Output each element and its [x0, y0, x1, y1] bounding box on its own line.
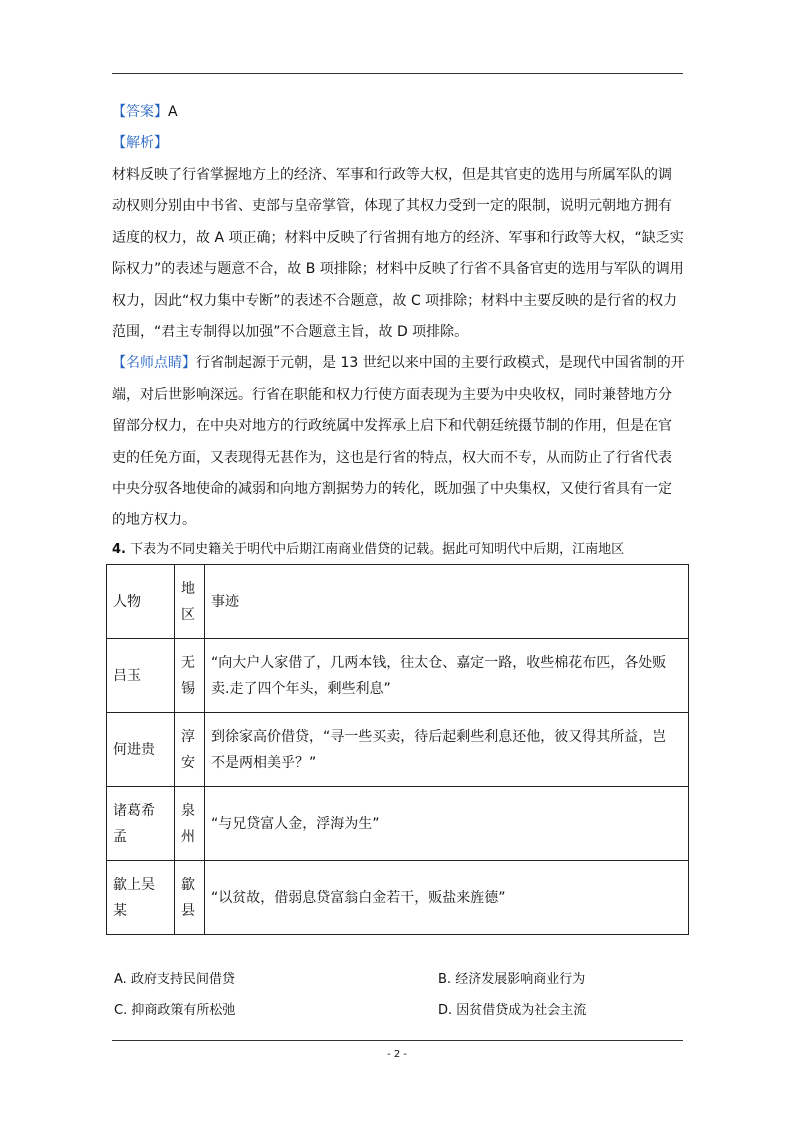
cell-region: 无 锡 [175, 639, 205, 713]
option-b: B. 经济发展影响商业行为 [438, 972, 586, 987]
header-region: 地 区 [175, 565, 205, 639]
table-row [107, 787, 689, 861]
page-number: - 2 - [387, 1049, 407, 1060]
analysis-tag: 【解析】 [112, 135, 168, 151]
analysis-line: 际权力”的表述与题意不合，故 B 项排除；材料中反映了行省不具备官吏的选用与军队的调用 [112, 261, 684, 277]
answer-value: A [168, 104, 178, 120]
teacher-note-first-line [112, 353, 685, 373]
answer-tag: 【答案】 [112, 104, 168, 120]
cell-deed: “以贫故，借弱息贷富翁白金若干，贩盐来旌德” [205, 861, 689, 935]
teacher-note-line: 中央分驭各地使命的减弱和向地方割据势力的转化，既加强了中央集权，又使行省具有一定 [112, 481, 672, 497]
table-row [107, 713, 689, 787]
teacher-note-line: 端，对后世影响深远。行省在职能和权力行使方面表现为主要为中央收权，同时兼替地方分 [112, 387, 672, 403]
option-d: D. 因贫借贷成为社会主流 [438, 1003, 587, 1018]
analysis-line: 动权则分别由中书省、吏部与皇帝掌管，体现了其权力受到一定的限制，说明元朝地方拥有 [112, 198, 672, 214]
header-person: 人物 [107, 565, 175, 639]
question-number: 4. [112, 542, 126, 557]
cell-deed: 到徐家高价借贷，“寻一些买卖，待后起剩些利息还他，彼又得其所益，岂 不是两相美乎？” [205, 713, 689, 787]
option-c: C. 抑商政策有所松弛 [114, 1003, 236, 1018]
analysis-line: 适度的权力，故 A 项正确；材料中反映了行省拥有地方的经济、军事和行政等大权，“缺乏实 [112, 230, 684, 246]
teacher-note-line: 吏的任免方面，又表现得无甚作为，这也是行省的特点，权大而不专，从而防止了行省代表 [112, 450, 672, 466]
cell-deed: “向大户人家借了，几两本钱，往太仓、嘉定一路，收些棉花布匹，各处贩 卖.走了四个年头，剩些利息” [205, 639, 689, 713]
header-rule [112, 73, 683, 74]
cell-person: 歙上吴 某 [107, 861, 175, 935]
cell-deed: “与兄贷富人金，浮海为生” [205, 787, 689, 861]
analysis-line: 权力，因此“权力集中专断”的表述不合题意，故 C 项排除；材料中主要反映的是行省的权力 [112, 293, 678, 309]
analysis-line: 材料反映了行省掌握地方上的经济、军事和行政等大权，但是其官吏的选用与所属军队的调 [112, 167, 672, 183]
option-a: A. 政府支持民间借贷 [114, 972, 235, 987]
teacher-note-text: 行省制起源于元朝，是 13 世纪以来中国的主要行政模式，是现代中国省制的开 [196, 355, 685, 371]
table-row [107, 861, 689, 935]
question-stem [112, 540, 624, 560]
cell-person: 诸葛希 孟 [107, 787, 175, 861]
cell-region: 歙 县 [175, 861, 205, 935]
teacher-note-line: 的地方权力。 [112, 512, 196, 528]
question-stem-text: 下表为不同史籍关于明代中后期江南商业借贷的记载。据此可知明代中后期，江南地区 [130, 542, 625, 557]
table-row [107, 639, 689, 713]
history-table [106, 564, 689, 935]
table-header-row [107, 565, 689, 639]
header-deed: 事迹 [205, 565, 689, 639]
cell-person: 何进贵 [107, 713, 175, 787]
cell-region: 淳 安 [175, 713, 205, 787]
cell-person: 吕玉 [107, 639, 175, 713]
analysis-line: 范围，“君主专制得以加强”不合题意主旨，故 D 项排除。 [112, 324, 469, 340]
teacher-note-tag: 【名师点睛】 [112, 355, 196, 371]
answer-line [112, 102, 178, 122]
footer-rule [112, 1040, 683, 1041]
cell-region: 泉 州 [175, 787, 205, 861]
teacher-note-line: 留部分权力，在中央对地方的行政统属中发挥承上启下和代朝廷统摄节制的作用，但是在官 [112, 418, 672, 434]
